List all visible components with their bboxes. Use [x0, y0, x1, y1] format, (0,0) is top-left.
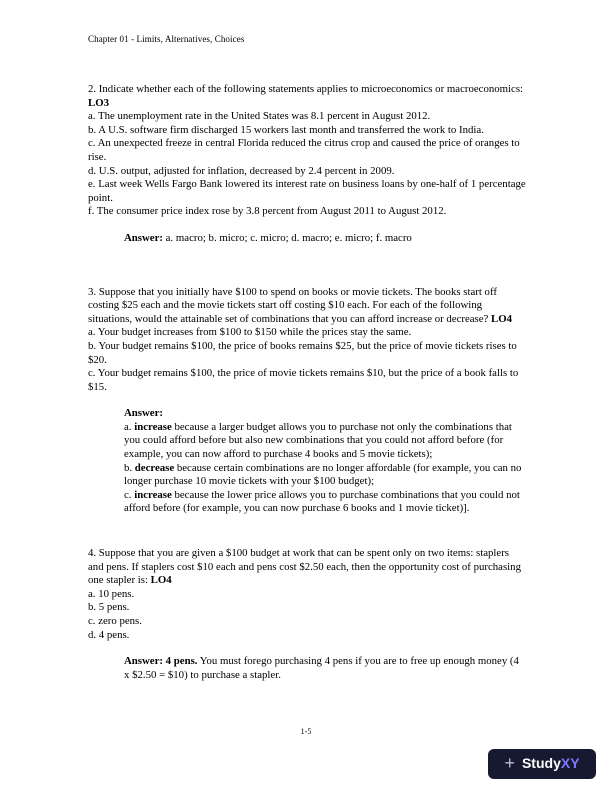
text: b. 5 pens. [88, 601, 130, 614]
text: because certain combinations are no longer affordable (for example, you can no longer purchase 10 movie tickets with your $100 budget); [124, 461, 522, 488]
text: c. zero pens. [88, 615, 142, 627]
text: d. U.S. output, adjusted for inflation, decreased by 2.4 percent in 2009. [88, 164, 395, 177]
text: c. An unexpected freeze in central Florida reduced the citrus crop and caused the price of oranges to rise. [88, 137, 520, 163]
text: 3. Suppose that you initially have $100 to spend on books or movie tickets. The books start off costing $25 each and the movie tickets start off costing $10 each. For each of the following situations, would the attainable set of combinations that you can afford increase or decrease? [88, 285, 497, 325]
text: a. [124, 420, 135, 433]
question-3-answer-heading [124, 407, 526, 421]
text: c. [124, 488, 135, 501]
question-2-item-c [88, 137, 526, 164]
text: because a larger budget allows you to purchase not only the combinations that you could afford before but also new combinations that you could not afford before (for example, you can now afford to purchase 4 books and 5 movie tickets); [124, 420, 512, 461]
question-4-item-d [88, 629, 526, 643]
text: You must forego purchasing 4 pens if you are to free up enough money (4 x $2.50 = $10) to purchase a stapler. [124, 655, 519, 681]
document-content [88, 83, 526, 682]
question-3-intro [88, 286, 526, 327]
bold-text: Answer: [124, 407, 163, 420]
question-2-intro [88, 83, 526, 110]
text: f. The consumer price index rose by 3.8 percent from August 2011 to August 2012. [88, 205, 447, 218]
question-4-intro [88, 547, 526, 588]
text: a. macro; b. micro; c. micro; d. macro; e. micro; f. macro [162, 231, 412, 244]
question-2-answer [124, 232, 526, 246]
question-2-item-e [88, 178, 526, 205]
logo-text [522, 755, 580, 773]
question-3-item-a [88, 326, 526, 340]
text: because the lower price allows you to purchase combinations that you could not afford before (for example, you can now purchase 6 books and 1 movie ticket)]. [124, 488, 520, 515]
question-4-item-c [88, 615, 526, 629]
question-3-item-b [88, 340, 526, 367]
text: b. [124, 461, 135, 474]
question-3-answer-c [124, 489, 526, 516]
text: 2. Indicate whether each of the following statements applies to microeconomics or macroeconomics: [88, 83, 524, 95]
question-4-answer [124, 655, 526, 682]
question-3-answer-a [124, 421, 526, 462]
plus-icon: + [504, 753, 515, 773]
bold-text: increase [134, 420, 172, 433]
text: b. A U.S. software firm discharged 15 workers last month and transferred the work to India. [88, 123, 484, 136]
page-number: 1-5 [300, 727, 312, 736]
text: c. Your budget remains $100, the price of movie tickets remains $10, but the price of a book falls to $15. [88, 367, 519, 393]
bold-text: decrease [134, 461, 175, 474]
text: e. Last week Wells Fargo Bank lowered its interest rate on business loans by one-half of 1 percentage point. [88, 178, 526, 204]
question-2-item-d [88, 165, 526, 179]
text: d. 4 pens. [88, 628, 130, 641]
question-2-item-a [88, 110, 526, 124]
text: 4. Suppose that you are given a $100 budget at work that can be spent only on two items: staplers and pens. If staplers cost $10 each and pens cost $2.50 each, then the opportunity cost of purchasing one stapler is: [88, 547, 521, 587]
logo-text-study: Study [521, 755, 561, 771]
text: a. Your budget increases from $100 to $150 while the prices stay the same. [88, 326, 412, 339]
studyxy-logo [488, 749, 596, 779]
question-4-item-b [88, 601, 526, 615]
text: b. Your budget remains $100, the price of books remains $25, but the price of movie tickets rises to $20. [88, 339, 517, 366]
question-4-item-a [88, 588, 526, 602]
question-3-answer-b [124, 462, 526, 489]
question-2-item-b [88, 124, 526, 138]
bold-text: Answer: 4 pens. [124, 655, 198, 668]
bold-text: LO4 [491, 312, 513, 325]
bold-text: LO4 [150, 574, 172, 587]
bold-text: increase [134, 488, 172, 501]
page-header: Chapter 01 - Limits, Alternatives, Choices [88, 34, 245, 44]
text: a. 10 pens. [88, 587, 135, 600]
bold-text: Answer: [124, 231, 163, 244]
text: a. The unemployment rate in the United States was 8.1 percent in August 2012. [88, 110, 431, 123]
logo-text-xy: XY [560, 755, 580, 771]
question-2-item-f [88, 205, 526, 219]
bold-text: LO3 [88, 96, 109, 109]
question-3-item-c [88, 367, 526, 394]
